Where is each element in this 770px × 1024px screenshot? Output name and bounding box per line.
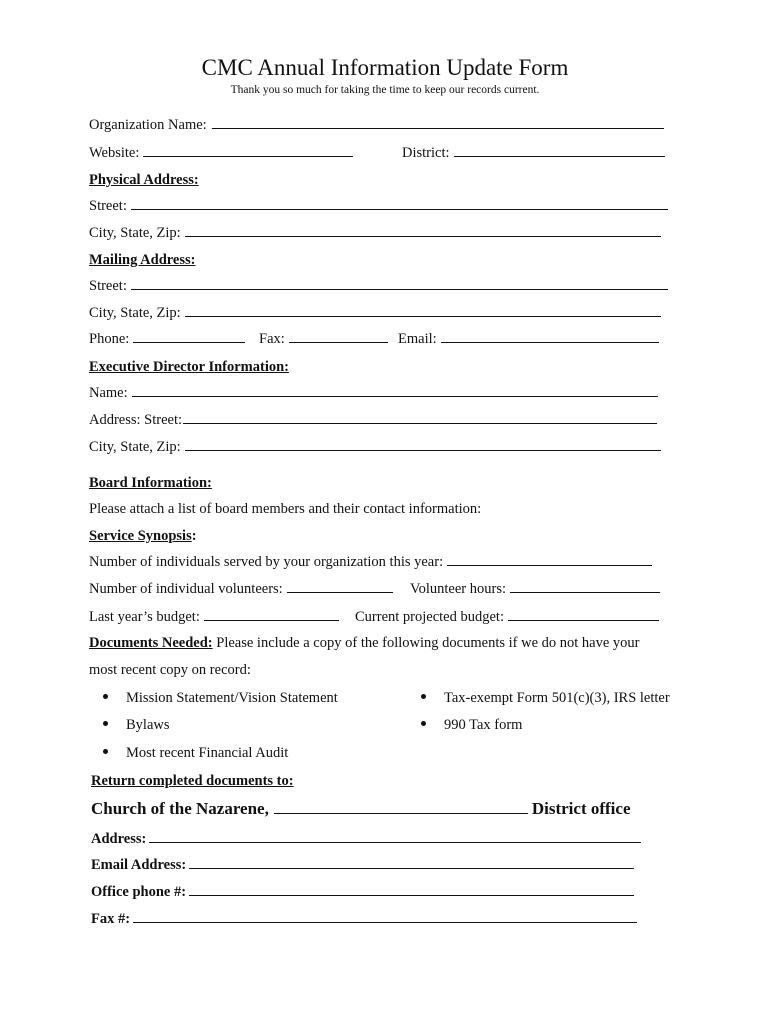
physical-street-row [89,197,668,215]
ed-city-label: City, State, Zip: [89,439,181,455]
ed-city-row [89,438,661,456]
physical-address-heading: Physical Address: [89,172,199,188]
board-heading: Board Information: [89,475,212,491]
email-row [398,330,659,348]
current-budget-row [355,608,659,626]
bullet-icon [103,694,108,699]
service-heading: Service Synopsis [89,528,192,544]
documents-row [89,634,639,652]
bullet-icon [103,721,108,726]
doc-item-label: 990 Tax form [444,717,523,733]
email-field[interactable] [441,330,659,343]
doc-item-label: Most recent Financial Audit [126,745,289,761]
last-budget-label: Last year’s budget: [89,609,200,625]
individuals-served-field[interactable] [447,553,652,566]
ed-name-label: Name: [89,385,128,401]
church-row [91,798,631,819]
return-phone-label: Office phone #: [91,884,187,900]
bullet-icon [421,721,426,726]
return-fax-label: Fax #: [91,911,131,927]
ed-address-label: Address: Street: [89,412,183,428]
individuals-served-label: Number of individuals served by your organization this year: [89,554,444,570]
website-field[interactable] [143,144,353,157]
mailing-address-heading: Mailing Address: [89,252,196,268]
church-prefix: Church of the Nazarene, [91,799,269,818]
fax-row [259,330,388,348]
physical-city-field[interactable] [185,224,661,237]
return-email-row [91,856,634,874]
mailing-street-label: Street: [89,278,127,294]
service-heading-row [89,527,197,545]
return-phone-row [91,883,634,901]
volunteers-field[interactable] [287,580,393,593]
mailing-street-field[interactable] [131,277,668,290]
doc-item [103,689,338,707]
last-budget-row [89,608,339,626]
mailing-city-label: City, State, Zip: [89,305,181,321]
phone-label: Phone: [89,331,130,347]
ed-address-field[interactable] [183,411,657,424]
doc-item [421,689,670,707]
organization-name-label: Organization Name: [89,117,207,133]
return-address-row [91,830,641,848]
page-title: CMC Annual Information Update Form [201,55,569,80]
doc-item [103,716,170,734]
return-email-field[interactable] [189,856,634,869]
phone-row [89,330,245,348]
organization-name-field[interactable] [212,116,664,129]
documents-heading: Documents Needed: [89,635,213,651]
volunteer-hours-label: Volunteer hours: [410,581,506,597]
ed-address-row [89,411,657,429]
phone-field[interactable] [133,330,245,343]
district-field[interactable] [454,144,665,157]
volunteers-label: Number of individual volunteers: [89,581,283,597]
volunteer-hours-field[interactable] [510,580,660,593]
service-heading-colon: : [191,528,197,544]
district-label: District: [402,145,450,161]
physical-city-row [89,224,661,242]
bullet-icon [103,749,108,754]
bullet-icon [421,694,426,699]
executive-director-heading: Executive Director Information: [89,359,289,375]
return-address-label: Address: [91,831,147,847]
ed-name-row [89,384,658,402]
page-subtitle: Thank you so much for taking the time to keep our records current. [230,84,540,96]
organization-name-row [89,116,664,134]
doc-item-label: Bylaws [126,717,170,733]
district-row [402,144,665,162]
doc-item-label: Tax-exempt Form 501(c)(3), IRS letter [444,690,670,706]
return-fax-row [91,910,637,928]
mailing-street-row [89,277,668,295]
doc-item [103,744,288,762]
doc-item [421,716,522,734]
doc-item-label: Mission Statement/Vision Statement [126,690,338,706]
return-heading: Return completed documents to: [91,773,294,789]
church-suffix: District office [531,799,631,818]
ed-city-field[interactable] [185,438,661,451]
current-budget-label: Current projected budget: [355,609,504,625]
mailing-city-field[interactable] [185,304,661,317]
current-budget-field[interactable] [508,608,659,621]
return-email-label: Email Address: [91,857,187,873]
documents-text-line1: Please include a copy of the following documents if we do not have your [212,635,640,651]
physical-city-label: City, State, Zip: [89,225,181,241]
fax-field[interactable] [289,330,388,343]
return-fax-field[interactable] [133,910,637,923]
fax-label: Fax: [259,331,285,347]
website-row [89,144,353,162]
last-budget-field[interactable] [204,608,339,621]
board-text: Please attach a list of board members and their contact information: [89,501,482,517]
individuals-served-row [89,553,652,571]
website-label: Website: [89,145,140,161]
district-name-field[interactable] [274,799,528,814]
email-label: Email: [398,331,437,347]
physical-street-field[interactable] [131,197,668,210]
volunteers-row [89,580,393,598]
physical-street-label: Street: [89,198,127,214]
return-address-field[interactable] [149,830,641,843]
return-phone-field[interactable] [189,883,634,896]
mailing-city-row [89,304,661,322]
documents-text-line2: most recent copy on record: [89,662,251,678]
ed-name-field[interactable] [132,384,658,397]
volunteer-hours-row [410,580,660,598]
